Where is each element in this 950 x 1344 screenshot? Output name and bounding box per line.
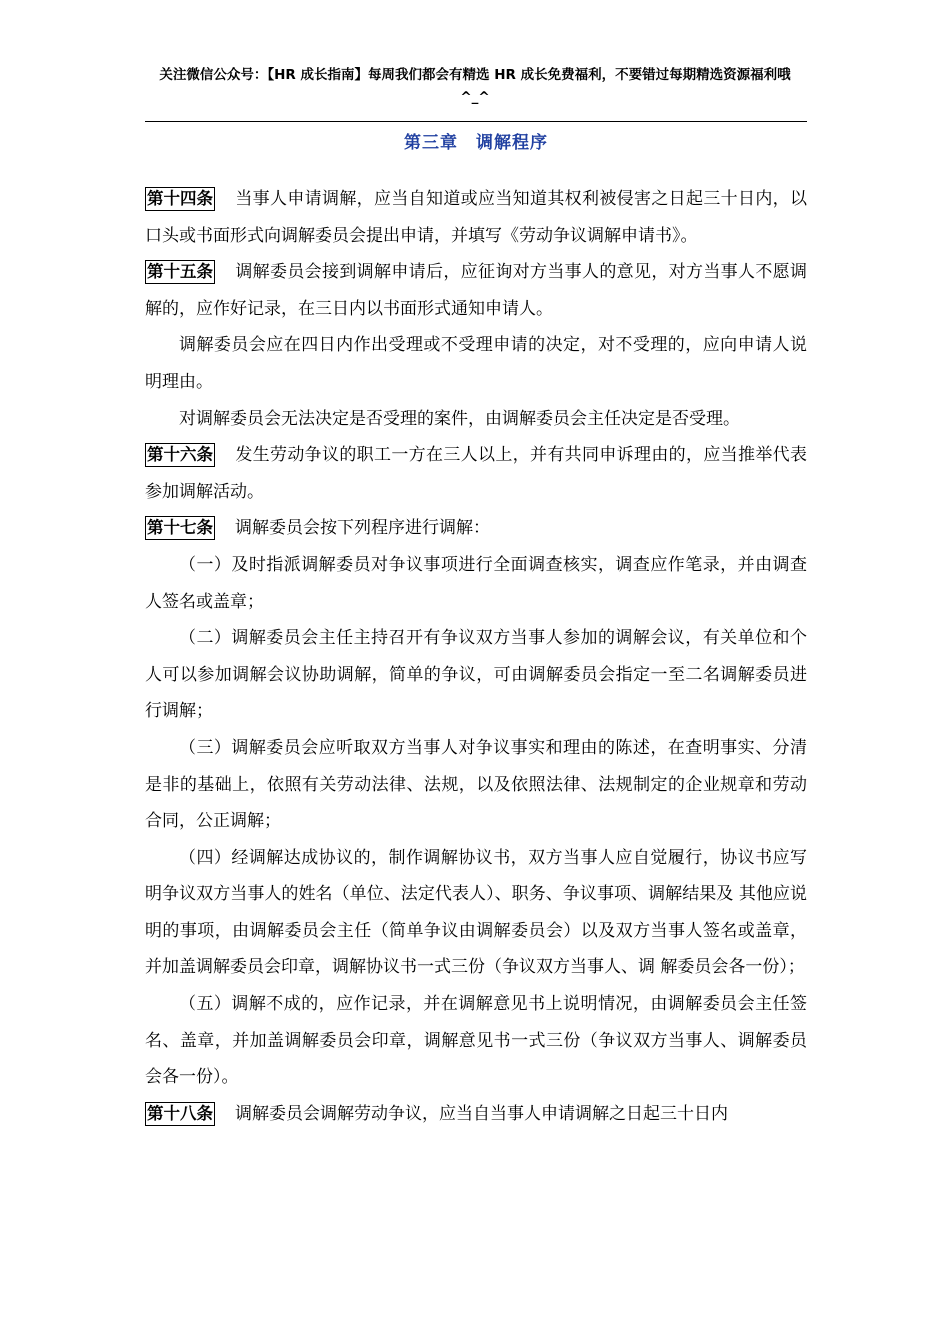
list-item: （一）及时指派调解委员对争议事项进行全面调查核实，调查应作笔录，并由调查人签名或盖章； [145,554,807,612]
list-item: （二）调解委员会主任主持召开有争议双方当事人参加的调解会议，有关单位和个人可以参加调解会议协助调解，简单的争议，可由调解委员会指定一至二名调解委员进行调解； [145,628,807,722]
article-15 [145,254,807,327]
article-text: 当事人申请调解，应当自知道或应当知道其权利被侵害之日起三十日内，以口头或书面形式向调解委员会提出申请，并填写《劳动争议调解申请书》。 [145,189,807,246]
article-label: 第十五条 [145,260,215,284]
article-label: 第十七条 [145,516,215,540]
article-17 [145,510,807,547]
article-label: 第十六条 [145,443,215,467]
article-text: 调解委员会按下列程序进行调解： [235,518,490,539]
header-divider [145,121,807,122]
list-item: （四）经调解达成协议的，制作调解协议书，双方当事人应自觉履行，协议书应写明争议双方当事人的姓名（单位、法定代表人）、职务、争议事项、调解结果及 其他应说明的事项，由调解委员会主任（简单争议由调解委员会）以及双方当事人签名或盖章，并加盖调解委员会印章，调解协议书一式三份（争议双方当事人、调 解委员会各一份）； [145,847,807,978]
article-16 [145,437,807,510]
paragraph: 对调解委员会无法决定是否受理的案件，由调解委员会主任决定是否受理。 [179,408,740,429]
article-14 [145,181,807,254]
paragraph: 调解委员会应在四日内作出受理或不受理申请的决定，对不受理的，应向申请人说明理由。 [145,335,807,392]
list-item: （五）调解不成的，应作记录，并在调解意见书上说明情况，由调解委员会主任签名、盖章，并加盖调解委员会印章，调解意见书一式三份（争议双方当事人、调解委员会各一份）。 [145,994,807,1088]
document-body [145,181,807,1132]
list-item: （三）调解委员会应听取双方当事人对争议事实和理由的陈述，在查明事实、分清是非的基础上，依照有关劳动法律、法规，以及依照法律、法规制定的企业规章和劳动合同，公正调解； [145,737,807,832]
article-text: 调解委员会调解劳动争议，应当自当事人申请调解之日起三十日内 [235,1103,728,1124]
article-text: 调解委员会接到调解申请后，应征询对方当事人的意见，对方当事人不愿调解的，应作好记录，在三日内以书面形式通知申请人。 [145,262,807,319]
article-label: 第十八条 [145,1102,215,1126]
chapter-title: 第三章 调解程序 [404,133,548,153]
header-notice: 关注微信公众号：【HR 成长指南】每周我们都会有精选 HR 成长免费福利，不要错过每期精选资源福利哦^_^ [159,67,791,105]
article-18 [145,1096,807,1133]
article-label: 第十四条 [145,187,215,211]
article-text: 发生劳动争议的职工一方在三人以上，并有共同申诉理由的，应当推举代表参加调解活动。 [145,445,807,502]
